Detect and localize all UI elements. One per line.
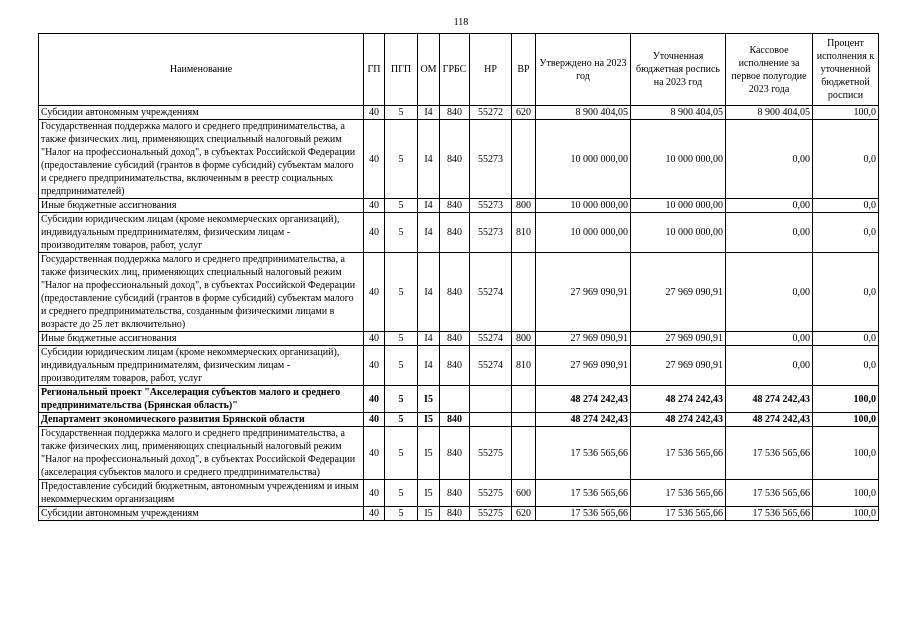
- cell-np: 55274: [470, 346, 512, 386]
- cell-pgp: 5: [385, 386, 418, 413]
- cell-om: I4: [418, 106, 440, 120]
- cell-percent: 0,0: [813, 213, 879, 253]
- cell-name: Предоставление субсидий бюджетным, автономным учреждениям и иным некоммерческим организациям: [39, 480, 364, 507]
- cell-name: Департамент экономического развития Брянской области: [39, 413, 364, 427]
- cell-refined: 10 000 000,00: [631, 213, 726, 253]
- cell-pgp: 5: [385, 199, 418, 213]
- table-row: [39, 346, 879, 386]
- cell-percent: 100,0: [813, 507, 879, 521]
- cell-name: Субсидии юридическим лицам (кроме некоммерческих организаций), индивидуальным предпринимателям, физическим лицам - производителям товаров, работ, услуг: [39, 213, 364, 253]
- cell-gp: 40: [364, 413, 385, 427]
- cell-approved: 48 274 242,43: [536, 386, 631, 413]
- cell-pgp: 5: [385, 507, 418, 521]
- table-row: [39, 332, 879, 346]
- cell-grbs: 840: [440, 199, 470, 213]
- cell-percent: 100,0: [813, 106, 879, 120]
- header-np: НР: [470, 34, 512, 106]
- cell-grbs: 840: [440, 253, 470, 332]
- cell-approved: 10 000 000,00: [536, 199, 631, 213]
- cell-om: I4: [418, 120, 440, 199]
- cell-gp: 40: [364, 480, 385, 507]
- cell-cash: 0,00: [726, 120, 813, 199]
- cell-vr: 620: [512, 507, 536, 521]
- cell-percent: 100,0: [813, 413, 879, 427]
- cell-vr: 810: [512, 346, 536, 386]
- cell-cash: 0,00: [726, 199, 813, 213]
- table-row: [39, 427, 879, 480]
- cell-vr: 800: [512, 332, 536, 346]
- cell-name: Государственная поддержка малого и среднего предпринимательства, а также физических лиц, применяющих специальный налоговый режим "Налог на профессиональный доход", в субъектах Российской Федерации (предоставление субсидий (грантов в форме субсидий) субъектам малого и среднего предпринимательства, включенным в реестр социальных предпринимателей): [39, 120, 364, 199]
- cell-refined: 17 536 565,66: [631, 480, 726, 507]
- header-gp: ГП: [364, 34, 385, 106]
- header-cash: Кассовое исполнение за первое полугодие 2023 года: [726, 34, 813, 106]
- cell-pgp: 5: [385, 253, 418, 332]
- cell-cash: 0,00: [726, 346, 813, 386]
- cell-gp: 40: [364, 106, 385, 120]
- cell-percent: 0,0: [813, 120, 879, 199]
- cell-np: 55273: [470, 199, 512, 213]
- table-row: [39, 480, 879, 507]
- cell-percent: 100,0: [813, 427, 879, 480]
- cell-gp: 40: [364, 386, 385, 413]
- cell-cash: 17 536 565,66: [726, 480, 813, 507]
- cell-om: I4: [418, 346, 440, 386]
- cell-np: 55273: [470, 120, 512, 199]
- table-row: [39, 253, 879, 332]
- table-row: [39, 120, 879, 199]
- cell-pgp: 5: [385, 480, 418, 507]
- cell-name: Региональный проект "Акселерация субъектов малого и среднего предпринимательства (Брянская область)": [39, 386, 364, 413]
- cell-grbs: 840: [440, 507, 470, 521]
- cell-cash: 0,00: [726, 332, 813, 346]
- cell-refined: 17 536 565,66: [631, 427, 726, 480]
- cell-gp: 40: [364, 253, 385, 332]
- cell-percent: 0,0: [813, 253, 879, 332]
- header-name: Наименование: [39, 34, 364, 106]
- cell-gp: 40: [364, 213, 385, 253]
- cell-vr: [512, 427, 536, 480]
- cell-name: Государственная поддержка малого и среднего предпринимательства, а также физических лиц, применяющих специальный налоговый режим "Налог на профессиональный доход", в субъектах Российской Федерации (акселерация субъектов малого и среднего предпринимательства): [39, 427, 364, 480]
- cell-om: I4: [418, 332, 440, 346]
- cell-grbs: [440, 386, 470, 413]
- cell-name: Субсидии автономным учреждениям: [39, 106, 364, 120]
- cell-gp: 40: [364, 332, 385, 346]
- cell-percent: 0,0: [813, 346, 879, 386]
- header-grbs: ГРБС: [440, 34, 470, 106]
- cell-np: [470, 413, 512, 427]
- cell-om: I5: [418, 480, 440, 507]
- cell-np: [470, 386, 512, 413]
- cell-vr: 600: [512, 480, 536, 507]
- cell-vr: [512, 413, 536, 427]
- header-refined: Уточненная бюджетная роспись на 2023 год: [631, 34, 726, 106]
- cell-gp: 40: [364, 427, 385, 480]
- cell-cash: 8 900 404,05: [726, 106, 813, 120]
- table-row: [39, 106, 879, 120]
- cell-vr: 620: [512, 106, 536, 120]
- cell-om: I5: [418, 427, 440, 480]
- cell-approved: 8 900 404,05: [536, 106, 631, 120]
- cell-pgp: 5: [385, 346, 418, 386]
- budget-table: [38, 33, 879, 521]
- table-row: [39, 213, 879, 253]
- cell-percent: 0,0: [813, 332, 879, 346]
- cell-vr: [512, 120, 536, 199]
- header-pgp: ПГП: [385, 34, 418, 106]
- cell-gp: 40: [364, 120, 385, 199]
- cell-approved: 10 000 000,00: [536, 213, 631, 253]
- cell-name: Иные бюджетные ассигнования: [39, 332, 364, 346]
- cell-percent: 100,0: [813, 386, 879, 413]
- cell-vr: [512, 386, 536, 413]
- header-om: ОМ: [418, 34, 440, 106]
- cell-name: Иные бюджетные ассигнования: [39, 199, 364, 213]
- cell-om: I5: [418, 413, 440, 427]
- cell-om: I4: [418, 199, 440, 213]
- cell-approved: 27 969 090,91: [536, 346, 631, 386]
- cell-np: 55275: [470, 427, 512, 480]
- cell-name: Субсидии автономным учреждениям: [39, 507, 364, 521]
- cell-refined: 8 900 404,05: [631, 106, 726, 120]
- cell-np: 55275: [470, 507, 512, 521]
- header-percent: Процент исполнения к уточненной бюджетной росписи: [813, 34, 879, 106]
- cell-pgp: 5: [385, 413, 418, 427]
- cell-refined: 27 969 090,91: [631, 346, 726, 386]
- cell-grbs: 840: [440, 427, 470, 480]
- cell-grbs: 840: [440, 480, 470, 507]
- cell-cash: 0,00: [726, 253, 813, 332]
- cell-cash: 0,00: [726, 213, 813, 253]
- cell-approved: 17 536 565,66: [536, 507, 631, 521]
- cell-pgp: 5: [385, 120, 418, 199]
- cell-cash: 17 536 565,66: [726, 427, 813, 480]
- cell-pgp: 5: [385, 213, 418, 253]
- cell-cash: 48 274 242,43: [726, 386, 813, 413]
- cell-refined: 10 000 000,00: [631, 120, 726, 199]
- cell-cash: 48 274 242,43: [726, 413, 813, 427]
- cell-vr: 810: [512, 213, 536, 253]
- cell-pgp: 5: [385, 427, 418, 480]
- cell-refined: 17 536 565,66: [631, 507, 726, 521]
- header-approved: Утверждено на 2023 год: [536, 34, 631, 106]
- cell-gp: 40: [364, 346, 385, 386]
- cell-grbs: 840: [440, 346, 470, 386]
- cell-vr: [512, 253, 536, 332]
- cell-gp: 40: [364, 507, 385, 521]
- cell-pgp: 5: [385, 106, 418, 120]
- page-number: 118: [453, 17, 469, 28]
- cell-om: I4: [418, 253, 440, 332]
- cell-vr: 800: [512, 199, 536, 213]
- cell-grbs: 840: [440, 213, 470, 253]
- cell-grbs: 840: [440, 332, 470, 346]
- cell-refined: 27 969 090,91: [631, 332, 726, 346]
- cell-np: 55274: [470, 253, 512, 332]
- cell-name: Государственная поддержка малого и среднего предпринимательства, а также физических лиц, применяющих специальный налоговый режим "Налог на профессиональный доход", в субъектах Российской Федерации (предоставление субсидий (грантов в форме субсидий) субъектам малого и среднего предпринимательства, созданным физическими лицами в возрасте до 25 лет включительно): [39, 253, 364, 332]
- cell-om: I5: [418, 507, 440, 521]
- cell-percent: 0,0: [813, 199, 879, 213]
- table-row: [39, 199, 879, 213]
- table-row: [39, 386, 879, 413]
- cell-approved: 17 536 565,66: [536, 480, 631, 507]
- cell-approved: 48 274 242,43: [536, 413, 631, 427]
- cell-pgp: 5: [385, 332, 418, 346]
- cell-om: I5: [418, 386, 440, 413]
- cell-grbs: 840: [440, 120, 470, 199]
- cell-grbs: 840: [440, 106, 470, 120]
- cell-grbs: 840: [440, 413, 470, 427]
- cell-name: Субсидии юридическим лицам (кроме некоммерческих организаций), индивидуальным предпринимателям, физическим лицам - производителям товаров, работ, услуг: [39, 346, 364, 386]
- cell-gp: 40: [364, 199, 385, 213]
- cell-approved: 17 536 565,66: [536, 427, 631, 480]
- table-row: [39, 413, 879, 427]
- cell-approved: 27 969 090,91: [536, 332, 631, 346]
- table-row: [39, 507, 879, 521]
- cell-om: I4: [418, 213, 440, 253]
- cell-refined: 48 274 242,43: [631, 386, 726, 413]
- cell-np: 55274: [470, 332, 512, 346]
- cell-refined: 10 000 000,00: [631, 199, 726, 213]
- cell-refined: 48 274 242,43: [631, 413, 726, 427]
- header-row: [39, 34, 879, 106]
- cell-np: 55272: [470, 106, 512, 120]
- cell-cash: 17 536 565,66: [726, 507, 813, 521]
- cell-percent: 100,0: [813, 480, 879, 507]
- cell-approved: 27 969 090,91: [536, 253, 631, 332]
- cell-np: 55275: [470, 480, 512, 507]
- cell-refined: 27 969 090,91: [631, 253, 726, 332]
- cell-np: 55273: [470, 213, 512, 253]
- cell-approved: 10 000 000,00: [536, 120, 631, 199]
- header-vr: ВР: [512, 34, 536, 106]
